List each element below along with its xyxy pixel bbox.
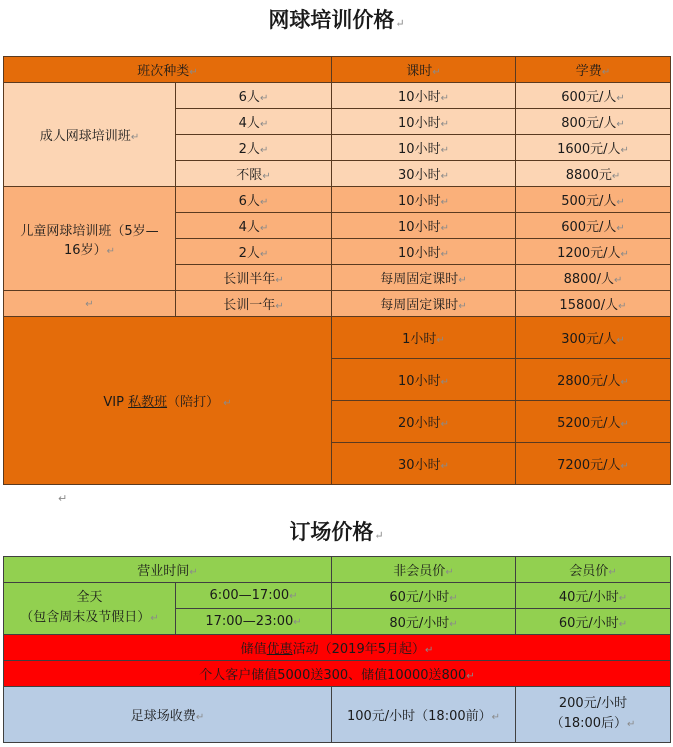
kids-hours: 每周固定课时↵ bbox=[332, 265, 516, 291]
court-price-table bbox=[3, 556, 671, 743]
adult-group-label: 成人网球培训班↵ bbox=[4, 83, 176, 187]
court-time: 6:00—17:00↵ bbox=[176, 583, 332, 609]
allday-label: 全天 （包含周末及节假日）↵ bbox=[4, 583, 176, 635]
header-class-type: 班次种类↵ bbox=[4, 57, 332, 83]
kids-fee: 1200元/人↵ bbox=[516, 239, 671, 265]
adult-size: 4人↵ bbox=[176, 109, 332, 135]
kids-hours: 10小时↵ bbox=[332, 239, 516, 265]
football-after-price: 200元/小时 （18:00后）↵ bbox=[516, 687, 671, 743]
vip-hours: 1小时↵ bbox=[332, 317, 516, 359]
vip-hours: 20小时↵ bbox=[332, 401, 516, 443]
football-label: 足球场收费↵ bbox=[4, 687, 332, 743]
tennis-price-table bbox=[3, 56, 671, 485]
adult-fee: 8800元↵ bbox=[516, 161, 671, 187]
kids-size: 4人↵ bbox=[176, 213, 332, 239]
vip-fee: 5200元/人↵ bbox=[516, 401, 671, 443]
kids-size: 2人↵ bbox=[176, 239, 332, 265]
kids-size: 6人↵ bbox=[176, 187, 332, 213]
header-fee: 学费↵ bbox=[516, 57, 671, 83]
header-nonmember: 非会员价↵ bbox=[332, 557, 516, 583]
adult-size: 不限↵ bbox=[176, 161, 332, 187]
adult-fee: 800元/人↵ bbox=[516, 109, 671, 135]
header-business-hours: 营业时间↵ bbox=[4, 557, 332, 583]
court-nonmember-price: 60元/小时↵ bbox=[332, 583, 516, 609]
adult-size: 2人↵ bbox=[176, 135, 332, 161]
adult-hours: 10小时↵ bbox=[332, 109, 516, 135]
kids-hours: 10小时↵ bbox=[332, 213, 516, 239]
court-title: 订场价格↵ bbox=[289, 519, 384, 544]
adult-hours: 10小时↵ bbox=[332, 83, 516, 109]
vip-hours: 30小时↵ bbox=[332, 443, 516, 485]
adult-hours: 30小时↵ bbox=[332, 161, 516, 187]
kids-fee: 500元/人↵ bbox=[516, 187, 671, 213]
adult-size: 6人↵ bbox=[176, 83, 332, 109]
kids-hours: 10小时↵ bbox=[332, 187, 516, 213]
kids-group-label: 儿童网球培训班（5岁—16岁）↵ bbox=[4, 187, 176, 291]
kids-fee: 600元/人↵ bbox=[516, 213, 671, 239]
vip-hours: 10小时↵ bbox=[332, 359, 516, 401]
long-row-empty: ↵ bbox=[4, 291, 176, 317]
long-fee: 15800/人↵ bbox=[516, 291, 671, 317]
kids-size: 长训半年↵ bbox=[176, 265, 332, 291]
promo-detail: 个人客户储值5000送300、储值10000送800↵ bbox=[4, 661, 671, 687]
promo-title: 储值优惠活动（2019年5月起）↵ bbox=[4, 635, 671, 661]
adult-fee: 1600元/人↵ bbox=[516, 135, 671, 161]
court-member-price: 40元/小时↵ bbox=[516, 583, 671, 609]
header-member: 会员价↵ bbox=[516, 557, 671, 583]
football-before-price: 100元/小时（18:00前）↵ bbox=[332, 687, 516, 743]
court-nonmember-price: 80元/小时↵ bbox=[332, 609, 516, 635]
kids-fee: 8800/人↵ bbox=[516, 265, 671, 291]
long-hours: 每周固定课时↵ bbox=[332, 291, 516, 317]
vip-fee: 2800元/人↵ bbox=[516, 359, 671, 401]
court-member-price: 60元/小时↵ bbox=[516, 609, 671, 635]
vip-fee: 7200元/人↵ bbox=[516, 443, 671, 485]
vip-group-label: VIP 私教班（陪打） ↵ bbox=[4, 317, 332, 485]
adult-hours: 10小时↵ bbox=[332, 135, 516, 161]
long-size: 长训一年↵ bbox=[176, 291, 332, 317]
adult-fee: 600元/人↵ bbox=[516, 83, 671, 109]
paragraph-mark: ↵ bbox=[58, 492, 68, 505]
court-time: 17:00—23:00↵ bbox=[176, 609, 332, 635]
vip-fee: 300元/人↵ bbox=[516, 317, 671, 359]
header-hours: 课时↵ bbox=[332, 57, 516, 83]
tennis-title: 网球培训价格↵ bbox=[268, 7, 405, 32]
